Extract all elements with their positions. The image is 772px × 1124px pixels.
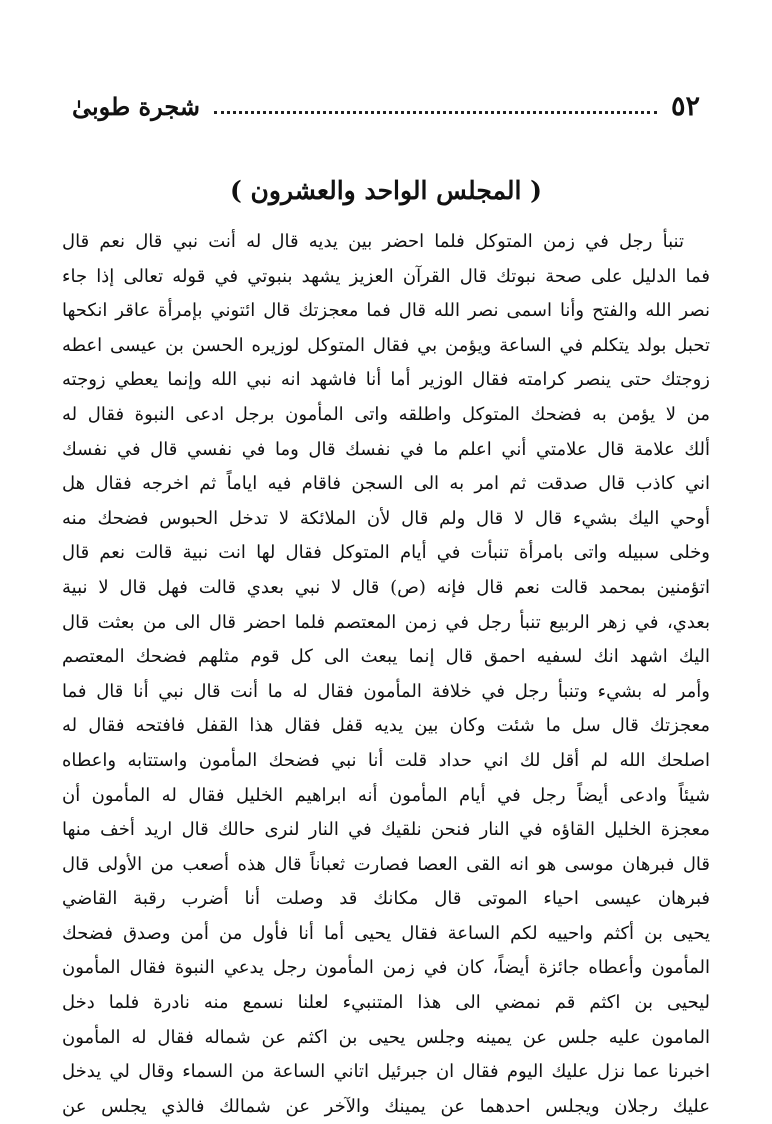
text-line: ليحيى بن اكثم قم نمضي الى هذا المتنبيء لعلنا نسمع منه نادرة فلما دخل — [62, 992, 710, 1014]
text-line: معجزتك قال سل ما شئت وكان بين يديه قفل فقال هذا القفل فافتحه فقال له — [62, 715, 710, 737]
text-line: بعدي، في زهر الربيع تنبأ رجل في زمن المعتصم فلما احضر قال الى من بعثت قال — [62, 611, 710, 633]
text-line: زوجتك حتى ينصر كرامته فقال الوزير أما أنا فاشهد انه نبي الله وإنما يعطي زوجته — [62, 369, 710, 391]
chapter-title: ( المجلس الواحد والعشرون ) — [230, 176, 542, 205]
text-line: نصر الله والفتح وأنا اسمى نصر الله قال فما معجزتك قال ائتوني بإمرأة عاقر انكحها — [62, 300, 710, 322]
text-line: قال فبرهان موسى هو انه القى العصا فصارت ثعباناً قال هذه أصعب من الأولى قال — [62, 853, 710, 875]
text-line: اخبرنا عما نزل عليك اليوم فقال ان جبرئيل اتاني الساعة من السماء وقال لي يدخل — [62, 1061, 710, 1083]
dot-leader — [214, 111, 657, 114]
text-line: معجزة الخليل القاؤه في النار فنحن نلقيك في النار لنرى حالك قال اريد أخف منها — [62, 819, 710, 841]
text-line: تحبل بولد يتكلم في الساعة ويؤمن بي فقال المتوكل لوزيره الحسن بن عيسى اعطه — [62, 334, 710, 356]
text-line: يحيى بن أكثم واحييه لكم الساعة فقال يحيى أما أنا فأول من أمن وصدق فضحك — [62, 922, 710, 944]
text-line: أوحي اليك بشيء قال لا قال ولم قال لأن الملائكة لا تدخل الحبوس فضحك منه — [62, 507, 710, 529]
running-header — [72, 86, 700, 126]
text-line: فما الدليل على صحة نبوتك قال القرآن العزيز يشهد بنبوتي في قوله تعالى إذا جاء — [62, 265, 710, 287]
text-line: وأمر له بشيء وتنبأ رجل في خلافة المأمون فقال له ما أنت قال نبي أنا قال فما — [62, 680, 710, 702]
text-line: المأمون وأعطاه جائزة أيضاً، كان في زمن المأمون رجل يدعي النبوة فقال المأمون — [62, 957, 710, 979]
body-text — [62, 225, 710, 1124]
book-title: شجرة طوبیٰ — [72, 91, 200, 121]
text-line: من لا يؤمن به فضحك المتوكل واطلقه واتى المأمون برجل ادعى النبوة فقال له — [62, 403, 710, 425]
text-line: ألك علامة قال علامتي أني اعلم ما في نفسك قال وما في نفسي قال في نفسك — [62, 438, 710, 460]
text-line: وخلى سبيله واتى بامرأة تنبأت في أيام المتوكل فقال لها انت نبية قالت نعم قال — [62, 542, 710, 564]
text-line: تنبأ رجل في زمن المتوكل فلما احضر بين يديه قال له أنت نبي قال نعم قال — [62, 231, 684, 252]
text-line: اني كاذب قال صدقت ثم امر به الى السجن فاقام فيه اياماً ثم اخرجه فقال هل — [62, 473, 710, 495]
text-line: اليك اشهد انك لسفيه احمق قال إنما يبعث الى كل قوم مثلهم فضحك المعتصم — [62, 646, 710, 668]
text-line: فبرهان عيسى احياء الموتى قال مكانك قد وصلت أنا أضرب رقبة القاضي — [62, 888, 710, 910]
text-line: اتؤمنين بمحمد قالت نعم قال فإنه (ص) قال لا نبي بعدي قالت فهل قال لا نبية — [62, 576, 710, 598]
page-number: ٥٢ — [670, 90, 700, 122]
text-line: عليك رجلان ويجلس احدهما عن يمينك والآخر عن شمالك فالذي يجلس عن — [62, 1095, 710, 1117]
text-line: اصلحك الله لم أقل لك اني حداد قلت أنا نبي فضحك المأمون واستتابه واعطاه — [62, 749, 710, 771]
text-line: المامون عليه جلس عن يمينه وجلس يحيى بن اكثم عن شماله فقال له المأمون — [62, 1026, 710, 1048]
text-line: شيئاً وادعى أيضاً رجل في أيام المأمون أنه ابراهيم الخليل فقال له المأمون أن — [62, 784, 710, 806]
